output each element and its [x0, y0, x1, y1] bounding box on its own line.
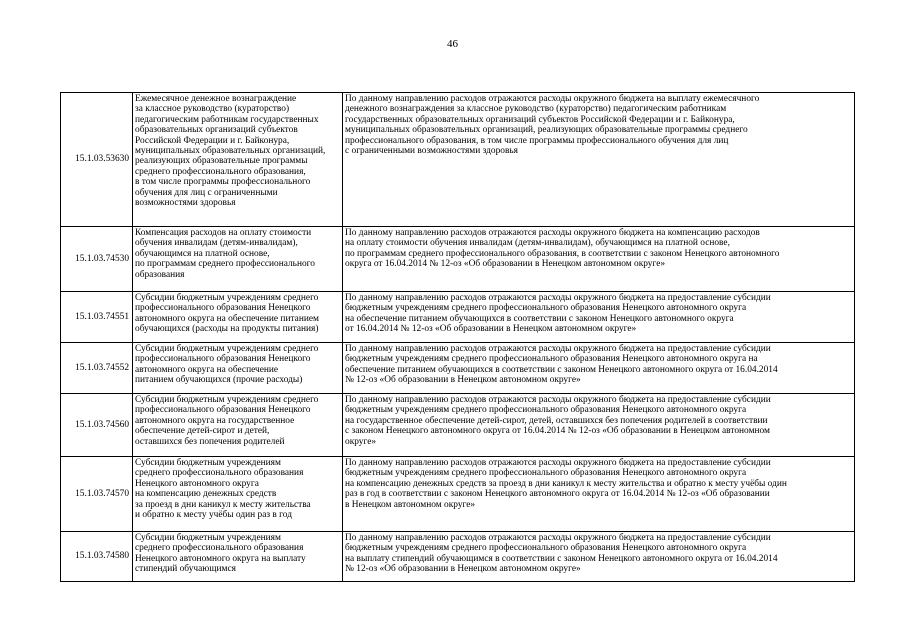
budget-classification-table — [60, 92, 855, 582]
row-description: По данному направлению расходов отражаются расходы окружного бюджета на предоставление субсидии бюджетным учреждениям среднего профессионального образования Ненецкого автономного округа на обеспечение питанием обучающихся в соответствии с законом Ненецкого автономного округа от 16.04.2014 № 12-оз «Об образовании в Ненецком автономном округе» — [343, 343, 855, 394]
row-code: 15.1.03.74552 — [61, 343, 133, 394]
table-row — [61, 457, 855, 532]
row-name: Субсидии бюджетным учреждениям среднего профессионального образования Ненецкого автономного округа на обеспечение питанием обучающихся (расходы на продукты питания) — [133, 292, 343, 343]
table-row — [61, 532, 855, 582]
row-description: По данному направлению расходов отражаются расходы окружного бюджета на выплату ежемесячного денежного вознаграждения за классное руководство (кураторство) педагогическим работникам государственных образовательных организаций субъектов Российской Федерации и г. Байконура, муниципальных образовательных организаций, реализующих образовательные программы среднего профессионального образования, в том числе программы профессионального обучения для лиц с ограниченными возможностями здоровья — [343, 93, 855, 227]
row-description: По данному направлению расходов отражаются расходы окружного бюджета на предоставление субсидии бюджетным учреждениям среднего профессионального образования Ненецкого автономного округа на государственное обеспечение детей-сирот, детей, оставшихся без попечения родителей в соответствии с законом Ненецкого автономного округа от 16.04.2014 № 12-оз «Об образовании в Ненецком автономном округе» — [343, 394, 855, 457]
row-code: 15.1.03.74530 — [61, 227, 133, 292]
table-row — [61, 394, 855, 457]
table-row — [61, 343, 855, 394]
page-number: 46 — [447, 38, 458, 50]
row-code: 15.1.03.74551 — [61, 292, 133, 343]
row-name: Ежемесячное денежное вознаграждение за классное руководство (кураторство) педагогическим работникам государственных образовательных организаций субъектов Российской Федерации и г. Байконура, муниципальных образовательных организаций, реализующих образовательные программы среднего профессионального образования, в том числе программы профессионального обучения для лиц с ограниченными возможностями здоровья — [133, 93, 343, 227]
row-name: Компенсация расходов на оплату стоимости обучения инвалидам (детям-инвалидам), обучающимся на платной основе, по программам среднего профессионального образования — [133, 227, 343, 292]
row-description: По данному направлению расходов отражаются расходы окружного бюджета на предоставление субсидии бюджетным учреждениям среднего профессионального образования Ненецкого автономного округа на обеспечение питанием обучающихся в соответствии с законом Ненецкого автономного округа от 16.04.2014 № 12-оз «Об образовании в Ненецком автономном округе» — [343, 292, 855, 343]
table-row — [61, 227, 855, 292]
row-code: 15.1.03.53630 — [61, 93, 133, 227]
row-code: 15.1.03.74570 — [61, 457, 133, 532]
row-description: По данному направлению расходов отражаются расходы окружного бюджета на компенсацию расходов на оплату стоимости обучения инвалидам (детям-инвалидам), обучающимся на платной основе, по программам среднего профессионального образования, в соответствии с законом Ненецкого автономного округа от 16.04.2014 № 12-оз «Об образовании в Ненецком автономном округе» — [343, 227, 855, 292]
table-row — [61, 292, 855, 343]
row-name: Субсидии бюджетным учреждениям среднего профессионального образования Ненецкого автономного округа на компенсацию денежных средств за проезд в дни каникул к месту жительства и обратно к месту учёбы один раз в год — [133, 457, 343, 532]
row-code: 15.1.03.74560 — [61, 394, 133, 457]
row-name: Субсидии бюджетным учреждениям среднего профессионального образования Ненецкого автономного округа на обеспечение питанием обучающихся (прочие расходы) — [133, 343, 343, 394]
row-description: По данному направлению расходов отражаются расходы окружного бюджета на предоставление субсидии бюджетным учреждениям среднего профессионального образования Ненецкого автономного округа на компенсацию денежных средств за проезд в дни каникул к месту жительства и обратно к месту учёбы один раз в год в соответствии с законом Ненецкого автономного округа от 16.04.2014 № 12-оз «Об образовании в Ненецком автономном округе» — [343, 457, 855, 532]
row-name: Субсидии бюджетным учреждениям среднего профессионального образования Ненецкого автономного округа на государственное обеспечение детей-сирот и детей, оставшихся без попечения родителей — [133, 394, 343, 457]
table-row — [61, 93, 855, 227]
row-description: По данному направлению расходов отражаются расходы окружного бюджета на предоставление субсидии бюджетным учреждениям среднего профессионального образования Ненецкого автономного округа на выплату стипендий обучающимся в соответствии с законом Ненецкого автономного округа от 16.04.2014 № 12-оз «Об образовании в Ненецком автономном округе» — [343, 532, 855, 582]
row-code: 15.1.03.74580 — [61, 532, 133, 582]
row-name: Субсидии бюджетным учреждениям среднего профессионального образования Ненецкого автономного округа на выплату стипендий обучающимся — [133, 532, 343, 582]
